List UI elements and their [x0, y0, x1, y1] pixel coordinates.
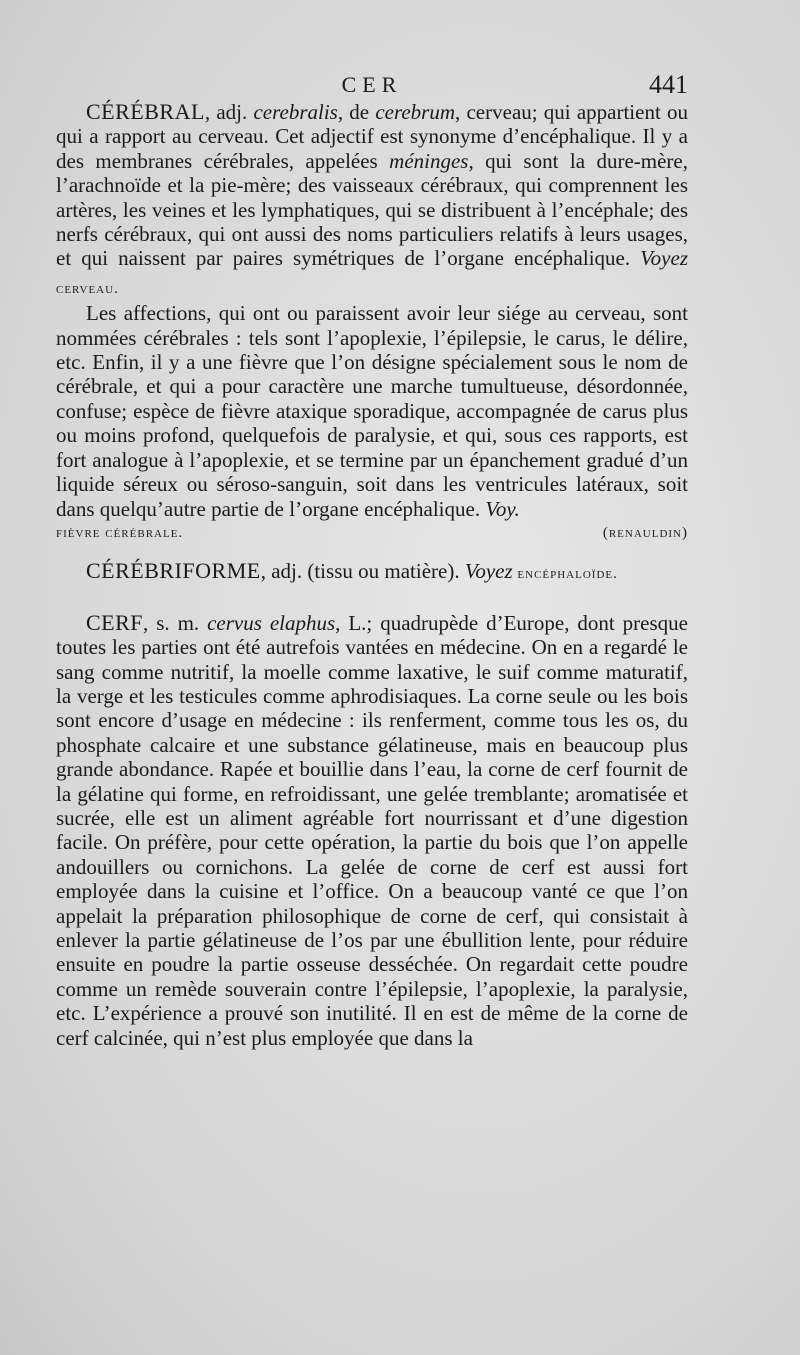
page-number: 441 — [649, 70, 688, 99]
small-caps-text: encéphaloïde. — [512, 566, 618, 583]
italic-text: Voyez — [464, 559, 513, 584]
text-run: , qui sont la dure-mère, l’arachnoïde et la pie-mère; des vaisseaux cérébraux, qui comprennent les artères, les veines et les lymphatiques, qui se distribuent à l’encéphale; des nerfs cérébraux, qui ont aussi des noms particuliers relatifs à leurs usages, et qui naissent par paires symétriques de l’organe encéphalique. — [56, 148, 688, 271]
text-run: Les affections, qui ont ou paraissent avoir leur siége au cerveau, sont nommées cérébrales : tels sont l’apoplexie, l’épilepsie, le carus, le délire, etc. Enfin, il y a une fièvre que l’on désigne spécialement sous le nom de cérébrale, et qui a pour caractère une marche tumultueuse, désordonnée, confuse; espèce de fièvre ataxique sporadique, accompagnée de carus plus ou moins profond, quelquefois de paralysie, et qui, sous ces rapports, est fort analogue à l’apoplexie, et se termine par un épanchement gradué d’un liquide séreux ou séroso-sanguin, soit dans les ventricules latéraux, soit dans quelqu’autre partie de l’organe encéphalique. — [56, 301, 688, 521]
text-run: , adj. — [204, 100, 254, 124]
text-run: , cerveau; qui appartient ou qui a rapport au cerveau. Cet adjectif est synonyme d’encéphalique. Il y a des membranes cérébrales, appelées — [56, 100, 688, 173]
text-run: , de — [337, 100, 376, 124]
page-body — [56, 100, 688, 1050]
entry-cerebral-body — [56, 100, 688, 298]
entry-cerebral-paragraph-2 — [56, 301, 688, 521]
cross-reference: fièvre cérébrale. — [56, 524, 184, 541]
entry-cerebral — [56, 100, 688, 301]
italic-text: cerebralis — [253, 100, 338, 124]
text-run: , L.; quadrupède d’Europe, dont presque toutes les parties ont été autrefois vantées en médecine. On en a regardé le sang comme nutritif, la moelle comme laxative, le suif comme maturatif, la verge et les testicules comme aphrodisiaques. La corne seule ou les bois sont encore d’usage en médecine : ils renferment, comme tous les os, du phosphate calcaire et une substance gélatineuse, mais en beaucoup plus grande abondance. Rapée et bouillie dans l’eau, la corne de cerf fournit de la gélatine qui forme, en refroidissant, une gelée tremblante; aromatisée et sucrée, elle est un aliment agréable fort nourrissant et d’une digestion facile. On préfère, pour cette opération, la partie du bois que l’on appelle andouillers ou cornichons. La gelée de corne de cerf est aussi fort employée dans la cuisine et l’office. On a beaucoup vanté ce que l’on appelait la préparation philosophique de corne de cerf, qui consistait à enlever la partie gélatineuse de l’os par une ébullition lente, pour réduire ensuite en poudre la partie osseuse desséchée. On regardait cette poudre comme un remède souverain contre l’épilepsie, l’apoplexie, la paralysie, etc. L’expérience a prouvé son inutilité. Il en est de même de la corne de cerf calcinée, qui n’est plus employée que dans la — [56, 610, 688, 1050]
italic-text: cerebrum — [375, 100, 456, 124]
entry-cerf — [56, 611, 688, 1050]
text-run: , s. m. — [143, 610, 208, 635]
entry-headword: CÉRÉBRAL — [86, 99, 205, 124]
running-head — [56, 72, 688, 102]
entry-cerebriforme-body — [261, 559, 618, 583]
entry-cerebral-closing-line — [56, 521, 688, 545]
running-head-word: CER — [341, 72, 403, 97]
italic-text: cervus elaphus — [207, 610, 336, 635]
entry-cerebral-para2-body — [56, 301, 688, 520]
italic-text: Voyez — [640, 246, 688, 271]
text-run: , adj. (tissu ou matière). — [260, 559, 465, 584]
italic-text: méninges — [389, 148, 469, 173]
author-signature: (renauldin) — [602, 524, 688, 541]
entry-headword: CÉRÉBRIFORME — [86, 558, 261, 584]
entry-headword: CERF — [86, 609, 144, 635]
small-caps-text: cerveau. — [56, 280, 119, 297]
italic-text: Voy. — [485, 496, 520, 521]
entry-cerebriforme — [56, 559, 688, 586]
entry-cerf-body — [56, 611, 688, 1050]
